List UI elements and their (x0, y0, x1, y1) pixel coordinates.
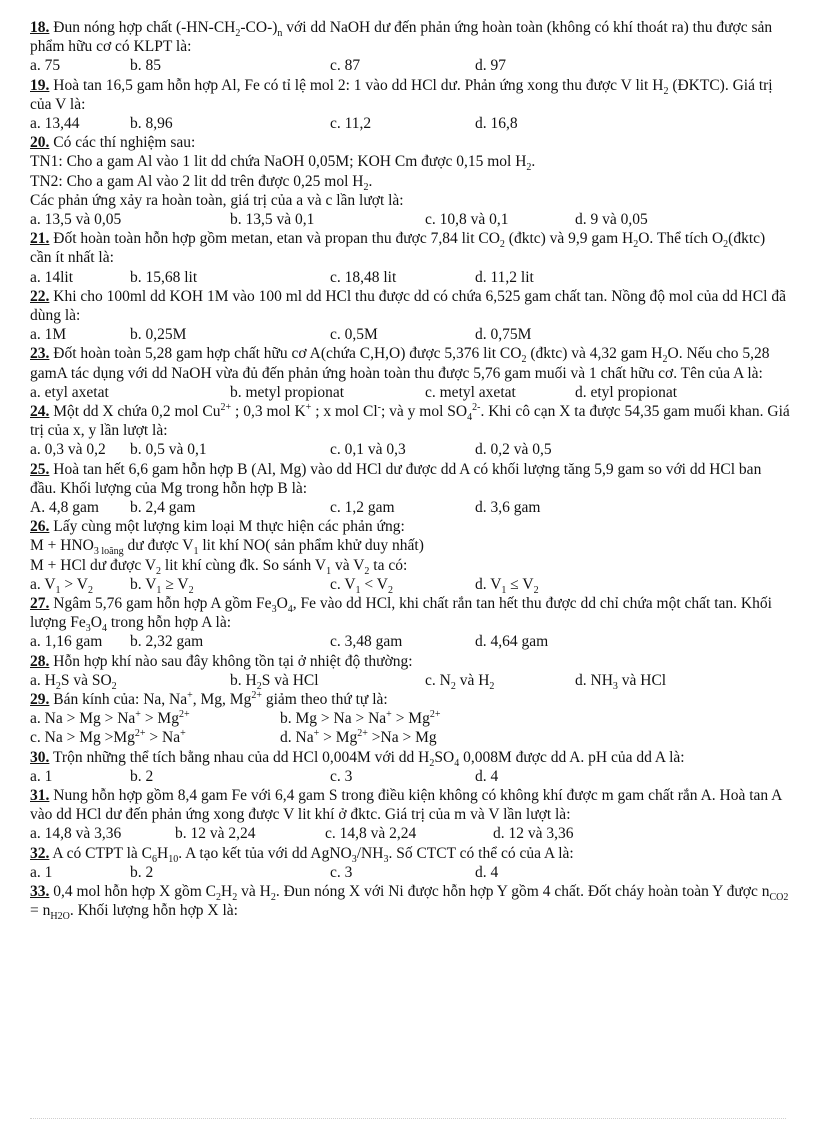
answer-option: c. 3 (330, 863, 353, 881)
answer-options-row (30, 863, 790, 882)
answer-option: d. 16,8 (475, 115, 518, 132)
answer-option: d. 11,2 lit (475, 268, 534, 286)
answer-option: c. metyl axetat (425, 383, 516, 401)
answer-option: c. 0,5M (330, 326, 378, 344)
answer-option: d. 9 và 0,05 (575, 211, 648, 228)
question-number: 23. (30, 345, 50, 363)
question-29 (30, 690, 790, 748)
answer-option: d. $NH_3$ và HCl (575, 671, 667, 692)
answer-option: d. 3,6 gam (475, 498, 541, 516)
answer-option: a. 14,8 và 3,36 (30, 825, 122, 843)
answer-option: a. $Na > Mg > Na^+ > Mg^{2+}$ (30, 708, 190, 728)
question-text: 27. Ngâm 5,76 gam hỗn hợp A gồm $Fe_3O_4$, Fe vào dd HCl, khi chất rắn tan hết thu được dd chỉ chứa một chất tan. Khối lượng $Fe_3O_4$ trong hỗn hợp A là: (30, 594, 772, 635)
question-23 (30, 344, 790, 402)
question-text: 24. Một dd X chứa 0,2 mol $Cu^{2+}$ ; 0,3 mol K+ ; x mol Cl-; và y mol $SO_4^{2-}$. Khi cô cạn X ta được 54,35 gam muối khan. Giá trị của x, y lần lượt là: (30, 401, 790, 440)
answer-option: d. etyl propionat (575, 383, 678, 401)
answer-option: b. $Mg > Na > Na^+ > Mg^{2+}$ (280, 708, 441, 728)
answer-option: c. 18,48 lit (330, 268, 397, 286)
answer-option: a. 13,44 (30, 115, 80, 132)
answer-option: c. 14,8 và 2,24 (325, 825, 417, 843)
answer-option: d. $Na^+ > Mg^{2+} >Na > Mg$ (280, 728, 437, 747)
answer-option: d. $V_1 \le V_2$ (475, 575, 539, 596)
answer-options-row (30, 114, 790, 133)
question-number: 33. (30, 882, 50, 900)
question-text: 26. Lấy cùng một lượng kim loại M thực hiện các phản ứng: (30, 518, 405, 536)
answer-options-row (30, 671, 790, 690)
answer-options-row (30, 383, 790, 402)
answer-options-row (30, 498, 790, 517)
answer-option: a. 14lit (30, 268, 74, 286)
question-25 (30, 460, 790, 518)
question-text: 22. Khi cho 100ml dd KOH 1M vào 100 ml dd HCl thu được dd có chứa 6,525 gam chất tan. Nồng độ mol của dd HCl đã dùng là: (30, 287, 786, 324)
question-number: 22. (30, 287, 50, 305)
question-31 (30, 786, 790, 844)
answer-option: a. 13,5 và 0,05 (30, 211, 122, 228)
answer-option: c. $N_2$ và $H_2$ (425, 671, 495, 692)
answer-option: c. $V_1 < V_2$ (330, 575, 393, 596)
question-text: 30. Trộn những thể tích bằng nhau của dd HCl 0,004M với dd $H_2SO_4$ 0,008M được dd A. pH của dd A là: (30, 748, 685, 769)
question-text: 25. Hoà tan hết 6,6 gam hỗn hợp B (Al, Mg) vào dd HCl dư được dd A có khối lượng tăng 5,9 gam so với dd HCl ban đầu. Khối lượng của Mg trong hỗn hợp B là: (30, 460, 762, 497)
question-number: 20. (30, 134, 50, 152)
answer-options-row (30, 824, 790, 843)
question-text: 28. Hỗn hợp khí nào sau đây không tồn tại ở nhiệt độ thường: (30, 652, 413, 670)
question-number: 19. (30, 76, 50, 94)
question-30 (30, 748, 790, 786)
answer-option: c. 10,8 và 0,1 (425, 211, 509, 228)
question-text: 19. Hoà tan 16,5 gam hỗn hợp Al, Fe có tỉ lệ mol 2: 1 vào dd HCl dư. Phản ứng xong thu được V lit $H_2$ (ĐKTC). Giá trị của V là: (30, 76, 773, 113)
question-number: 25. (30, 460, 50, 478)
answer-options-row (30, 210, 790, 229)
answer-options-row (30, 440, 790, 459)
answer-option: c. 11,2 (330, 115, 372, 132)
answer-options-row (30, 325, 790, 344)
question-18 (30, 18, 790, 76)
answer-options-row (30, 728, 790, 747)
question-21 (30, 229, 790, 287)
question-text: TN1: Cho a gam Al vào 1 lit dd chứa NaOH 0,05M; KOH Cm được 0,15 mol $H_2$. (30, 153, 536, 174)
answer-option: b. 2,32 gam (130, 633, 204, 651)
question-number: 21. (30, 230, 50, 248)
answer-option: c. 87 (330, 57, 361, 75)
question-20 (30, 133, 790, 229)
answer-option: a. 1 (30, 767, 53, 785)
answer-options-row (30, 575, 790, 594)
answer-option: c. 3 (330, 767, 353, 785)
answer-options-row (30, 709, 790, 728)
question-text: $M + HNO_{3 loãng}$ dư được $V_1$ lit khí NO( sản phẩm khử duy nhất) (30, 537, 424, 558)
question-24 (30, 402, 790, 460)
question-number: 28. (30, 652, 50, 670)
question-19 (30, 76, 790, 134)
question-text: 20. Có các thí nghiệm sau: (30, 134, 196, 152)
answer-options-row (30, 268, 790, 287)
question-text: 32. A có CTPT là $C_6H_{10}$. A tạo kết tủa với dd $AgNO_3/NH_3$. Số CTCT có thể có của A là: (30, 844, 574, 865)
answer-options-row (30, 767, 790, 786)
answer-option: d. 12 và 3,36 (493, 825, 574, 843)
question-32 (30, 844, 790, 882)
question-text: 23. Đốt hoàn toàn 5,28 gam hợp chất hữu cơ A(chứa C,H,O) được 5,376 lit $CO_2$ (đktc) và 4,32 gam $H_2O$. Nếu cho 5,28 gamA tác dụng với dd NaOH vừa đủ đến phản ứng hoàn toàn thu được 5,76 gam muối và 1 chất hữu cơ. Tên của A là: (30, 345, 770, 382)
exam-document (30, 18, 790, 923)
question-number: 27. (30, 594, 50, 612)
answer-option: a. etyl axetat (30, 383, 109, 401)
answer-option: b. 12 và 2,24 (175, 825, 256, 843)
question-number: 32. (30, 844, 50, 862)
question-text: M + HCl dư được $V_2$ lit khí cùng đk. So sánh $V_1$ và $V_2$ ta có: (30, 556, 408, 577)
answer-option: b. 2 (130, 863, 154, 881)
answer-option: d. 0,2 và 0,5 (475, 441, 552, 459)
answer-options-row (30, 56, 790, 75)
question-number: 30. (30, 748, 50, 766)
answer-option: b. 2 (130, 767, 154, 785)
question-number: 24. (30, 402, 50, 420)
question-text: 29. Bán kính của: Na, Na+, Mg, $Mg^{2+}$ giảm theo thứ tự là: (30, 689, 388, 708)
answer-option: d. 97 (475, 57, 506, 75)
question-text: 33. 0,4 mol hỗn hợp X gồm $C_2H_2$ và $H_2$. Đun nóng X với Ni được hỗn hợp Y gồm 4 chất. Đốt cháy hoàn toàn Y được $n_{CO2} = n_{H2O}$. Khối lượng hỗn hợp X là: (30, 882, 789, 923)
answer-option: b. 0,25M (130, 326, 187, 344)
question-33 (30, 882, 790, 923)
answer-options-row (30, 632, 790, 651)
page-bottom-rule (30, 1118, 786, 1119)
question-22 (30, 287, 790, 345)
question-text: TN2: Cho a gam Al vào 2 lit dd trên được 0,25 mol $H_2$. (30, 172, 373, 193)
answer-option: a. 1M (30, 326, 67, 344)
answer-option: b. 8,96 (130, 115, 173, 132)
question-number: 18. (30, 19, 50, 36)
answer-option: b. 0,5 và 0,1 (130, 441, 207, 459)
question-text: 31. Nung hỗn hợp gồm 8,4 gam Fe với 6,4 gam S trong điều kiện không có không khí được m gam chất rắn A. Hoà tan A vào dd HCl dư đến phản ứng xong được V lit khí ở đktc. Giá trị của m và V lần lượt là: (30, 786, 782, 824)
answer-option: a. 0,3 và 0,2 (30, 441, 106, 459)
answer-option: b. metyl propionat (230, 383, 345, 401)
question-26 (30, 517, 790, 594)
answer-option: b. 13,5 và 0,1 (230, 211, 315, 228)
answer-option: b. 85 (130, 57, 161, 75)
question-28 (30, 652, 790, 690)
question-text: 18. Đun nóng hợp chất $(-HN-CH_2-CO-)_n$ với dd NaOH dư đến phản ứng hoàn toàn (không có khí thoát ra) thu được sản phẩm hữu cơ có KLPT là: (30, 19, 773, 56)
answer-option: a. 1,16 gam (30, 633, 103, 651)
question-text: Các phản ứng xảy ra hoàn toàn, giá trị của a và c lần lượt là: (30, 191, 404, 209)
answer-option: a. $H_2S$ và $SO_2$ (30, 671, 117, 692)
question-number: 26. (30, 518, 50, 536)
answer-option: d. 4,64 gam (475, 633, 549, 651)
question-number: 31. (30, 786, 50, 804)
answer-option: b. $H_2S$ và HCl (230, 671, 319, 692)
answer-option: a. $V_1 > V_2$ (30, 575, 93, 596)
answer-option: d. 0,75M (475, 326, 532, 344)
answer-option: a. 1 (30, 863, 53, 881)
question-number: 29. (30, 690, 50, 708)
question-text: 21. Đốt hoàn toàn hỗn hợp gồm metan, etan và propan thu được 7,84 lit $CO_2$ (đktc) và 9,9 gam $H_2O$. Thể tích $O_2(đktc)$ cần ít nhất là: (30, 230, 766, 267)
answer-option: c. 3,48 gam (330, 633, 403, 651)
answer-option: b. 15,68 lit (130, 268, 198, 286)
answer-option: c. $Na > Mg >Mg^{2+} > Na^+$ (30, 728, 186, 747)
answer-option: b. 2,4 gam (130, 498, 196, 516)
answer-option: a. 75 (30, 57, 61, 75)
answer-option: A. 4,8 gam (30, 498, 99, 516)
answer-option: c. 1,2 gam (330, 498, 395, 516)
answer-option: c. 0,1 và 0,3 (330, 441, 406, 459)
answer-option: d. 4 (475, 863, 499, 881)
answer-option: b. $V_1 \ge V_2$ (130, 575, 194, 596)
question-27 (30, 594, 790, 652)
answer-option: d. 4 (475, 767, 499, 785)
